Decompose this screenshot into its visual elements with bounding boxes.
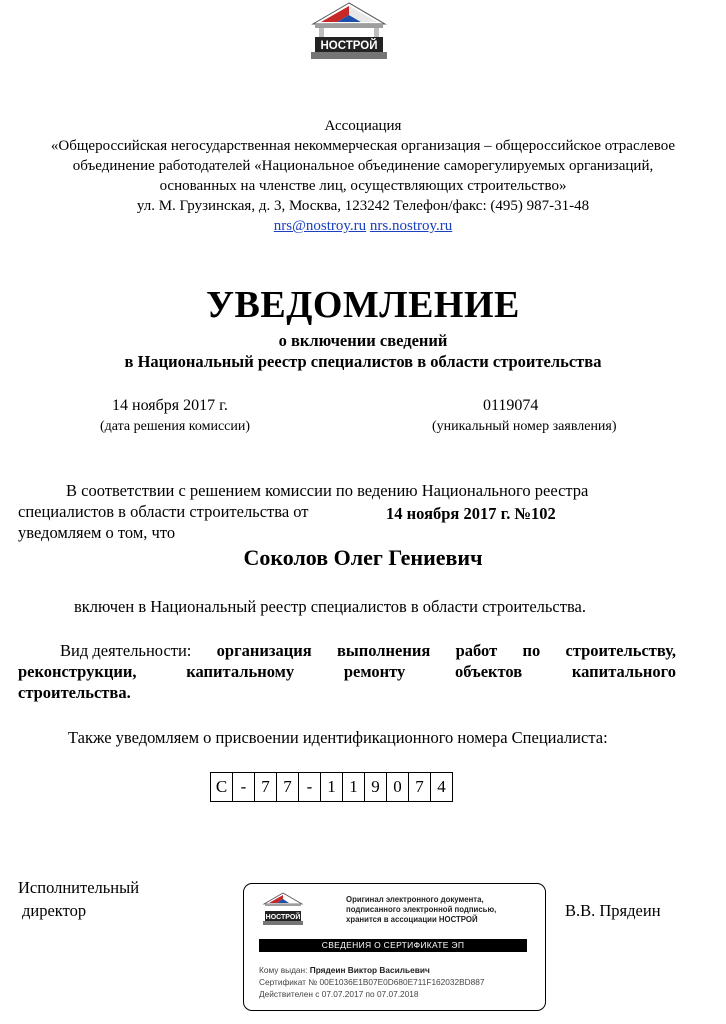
id-cell: С	[211, 773, 233, 802]
id-cell: 4	[431, 773, 453, 802]
issued-label: Кому выдан:	[259, 965, 308, 975]
certificate-issued-to	[259, 964, 485, 976]
id-cell: -	[299, 773, 321, 802]
org-address: ул. М. Грузинская, д. 3, Москва, 123242 Телефон/факс: (495) 987-31-48	[136, 198, 590, 214]
activity-word: объектов	[455, 662, 523, 681]
activity-word: реконструкции,	[18, 662, 137, 681]
certificate-validity: Действителен с 07.07.2017 по 07.07.2018	[259, 989, 419, 999]
activity-line-2	[18, 661, 676, 682]
certificate-details	[259, 964, 485, 1000]
decision-date-caption: (дата решения комиссии)	[100, 419, 251, 434]
specialist-id-table	[210, 772, 453, 802]
stamp-logo	[261, 892, 305, 926]
signer-position-line-1: Исполнительный	[18, 878, 140, 897]
organization-header	[0, 116, 726, 236]
logo-text: НОСТРОЙ	[320, 40, 378, 52]
activity-word: работ	[455, 641, 498, 660]
cert-number-value: 00E1036E1B07E0D680E711F162032BD887	[319, 977, 485, 987]
paragraph-1-line-3: уведомляем о том, что	[18, 523, 176, 542]
specialist-name: Соколов Олег Гениевич	[243, 545, 483, 570]
certificate-info-bar: СВЕДЕНИЯ О СЕРТИФИКАТЕ ЭП	[259, 939, 527, 952]
certificate-number	[259, 976, 485, 988]
id-assignment-statement: Также уведомляем о присвоении идентификационного номера Специалиста:	[68, 728, 608, 747]
id-cell: 7	[409, 773, 431, 802]
activity-word: капитальному	[186, 662, 295, 681]
stamp-notice	[346, 895, 496, 925]
id-cell: -	[233, 773, 255, 802]
paragraph-1-line-2: специалистов в области строительства от	[18, 502, 309, 521]
id-cell: 7	[255, 773, 277, 802]
included-statement: включен в Национальный реестр специалистов в области строительства.	[74, 597, 586, 616]
id-cell: 1	[321, 773, 343, 802]
activity-word: ремонту	[343, 662, 406, 681]
activity-word: выполнения	[336, 641, 431, 660]
activity-word: по	[522, 641, 541, 660]
subtitle-line-1: о включении сведений	[278, 331, 448, 350]
id-cell: 9	[365, 773, 387, 802]
org-line-1: Ассоциация	[324, 118, 402, 134]
application-number: 0119074	[483, 397, 539, 414]
activity-line-1	[60, 640, 676, 661]
document-subtitle	[0, 330, 726, 372]
stamp-notice-line-3: хранится в ассоциации НОСТРОЙ	[346, 915, 478, 924]
email-link[interactable]: nrs@nostroy.ru	[273, 218, 367, 234]
stamp-notice-line-2: подписанного электронной подписью,	[346, 905, 497, 914]
issued-to-value: Прядеин Виктор Васильевич	[309, 965, 430, 975]
decision-reference: 14 ноября 2017 г. №102	[386, 504, 556, 523]
decision-date: 14 ноября 2017 г.	[112, 397, 228, 414]
stamp-notice-line-1: Оригинал электронного документа,	[346, 895, 484, 904]
cert-label: Сертификат №	[259, 977, 318, 987]
org-line-4: основанных на членстве лиц, осуществляющих строительство»	[159, 178, 567, 194]
subtitle-line-2: в Национальный реестр специалистов в области строительства	[124, 352, 602, 371]
document-title: УВЕДОМЛЕНИЕ	[206, 284, 520, 326]
website-link[interactable]: nrs.nostroy.ru	[369, 218, 453, 234]
stamp-logo-text: НОСТРОЙ	[265, 914, 301, 921]
activity-label: Вид деятельности:	[60, 641, 192, 660]
org-links	[0, 216, 726, 236]
activity-word: капитального	[571, 662, 676, 681]
electronic-signature-stamp	[243, 883, 546, 1011]
signer-name: В.В. Прядеин	[565, 901, 661, 920]
application-number-caption: (уникальный номер заявления)	[432, 419, 617, 434]
activity-line-3: строительства.	[18, 683, 131, 702]
paragraph-1-line-1: В соответствии с решением комиссии по ведению Национального реестра	[66, 481, 589, 500]
id-cell: 0	[387, 773, 409, 802]
id-cell: 7	[277, 773, 299, 802]
id-cell: 1	[343, 773, 365, 802]
org-line-3: объединение работодателей «Национальное объединение саморегулируемых организаций,	[72, 158, 654, 174]
activity-word: строительству,	[565, 641, 676, 660]
signer-position-line-2: директор	[22, 901, 87, 920]
org-line-2: «Общероссийская негосударственная некоммерческая организация – общероссийское отраслевое	[50, 138, 676, 154]
activity-word: организация	[216, 641, 312, 660]
nostroy-logo	[307, 2, 391, 62]
